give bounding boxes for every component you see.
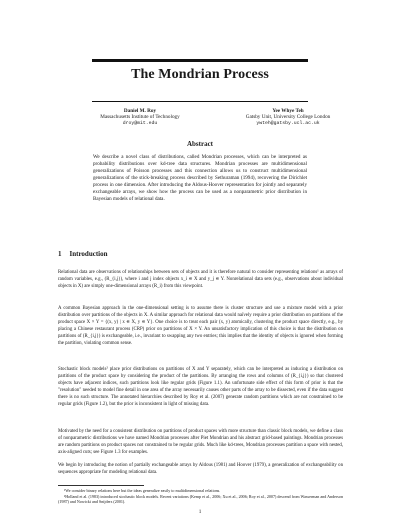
body-paragraph: Relational data are observations of relationships between sets of objects and it is therefore natural to consider representing relations¹ as arrays of random variables, e.g., (R_{i,j}), where i and j index objects x_i ∈ X and y_j ∈ Y. Nonrelational data sets (e.g., observations about individual objects in X) are simply one-dimensional arrays (R_i) from this viewpoint. (58, 270, 343, 289)
paper-title: The Mondrian Process (131, 67, 269, 82)
body-paragraph: A common Bayesian approach in the one-dimensional setting is to assume there is cluster structure and use a mixture model with a prior distribution over partitions of the objects in X. A similar approach for relational data would naïvely require a prior distribution on partitions of the product space X × Y = {(x, y) | x ∈ X, y ∈ Y}. One choice is to treat each pair (x, y) atomically, clustering the product space directly, e.g., by placing a Chinese restaurant process (CRP) prior on partitions of X × Y. An unsatisfactory implication of this choice is that the distribution on partitions of (R_{i,j}) is exchangeable, i.e., invariant to swapping any two entries; this implies that the identity of objects is ignored when forming the partition, violating common sense. (58, 306, 343, 346)
section-number: 1 (58, 250, 62, 258)
footnote: ¹We consider binary relations here but the ideas generalize easily to multidimensional relations. (64, 488, 221, 493)
page-number: 1 (198, 509, 202, 515)
body-paragraph: We begin by introducing the notion of partially exchangeable arrays by Aldous (1981) and Hoover (1979), a generalization of exchangeability on sequences appropriate for modeling relational data. (58, 463, 343, 475)
abstract-heading: Abstract (186, 140, 214, 148)
section-title: Introduction (69, 250, 108, 258)
title-top-rule (92, 59, 308, 62)
author-2 (218, 108, 358, 127)
author-name: Daniel M. Roy (123, 108, 157, 114)
author-affiliation: Gatsby Unit, University College London (245, 114, 331, 121)
body-paragraph: Motivated by the need for a consistent distribution on partitions of product spaces with more structure than classic block models, we define a class of nonparametric distributions we have named Mondrian processes after Piet Mondrian and his abstract grid-based paintings. Mondrian processes are random partitions on product spaces not constrained to be regular grids. Much like kd-trees, Mondrian processes partition a space with nested, axis-aligned cuts; see Figure 1.3 for examples. (58, 429, 343, 455)
section-heading (58, 250, 108, 258)
author-1 (70, 108, 210, 127)
footnotes (58, 488, 343, 505)
author-email: droy@mit.edu (122, 120, 158, 126)
title-bottom-rule (92, 101, 308, 102)
author-affiliation: Massachusetts Institute of Technology (100, 114, 180, 121)
abstract-text: We describe a novel class of distributions, called Mondrian processes, which can be interpreted as probability distributions over kd-tree data structures. Mondrian processes are multidimensional generalizations of Poisson processes and this connection allows us to construct multidimensional generalizations of the stick-breaking process described by Sethuraman (1994), recovering the Dirichlet process in one dimension. After introducing the Aldous-Hoover representation for jointly and separately exchangeable arrays, we show how the process can be used as a nonparametric prior distribution in Bayesian models of relational data. (93, 154, 307, 202)
footnote-rule (58, 485, 144, 486)
body-paragraph: Stochastic block models² place prior distributions on partitions of X and Y separately, which can be interpreted as inducing a distribution on partitions of the product space by considering the product of the partitions. By arranging the rows and columns of (R_{i,j}) so that clustered objects have adjacent indices, such partitions look like regular grids (Figure 1.1). An unfortunate side effect of this form of prior is that the "resolution" needed to model fine detail in one area of the array necessarily causes other parts of the array to be dissected, even if the data suggest there is no such structure. The annotated hierarchies described by Roy et al. (2007) generate random partitions which are not constrained to be regular grids (Figure 1.2), but the prior is inconsistent in light of missing data. (58, 367, 343, 407)
footnote: ²Holland et al. (1983) introduced stochastic block models. Recent variations (Kemp et al., 2006; Xu et al., 2006; Roy et al., 2007) descend from Wasserman and Anderson (1987) and Nowicki and Snijders (2001). (58, 494, 343, 505)
author-email: ywteh@gatsby.ucl.ac.uk (256, 120, 320, 126)
author-name: Yee Whye Teh (272, 108, 304, 114)
